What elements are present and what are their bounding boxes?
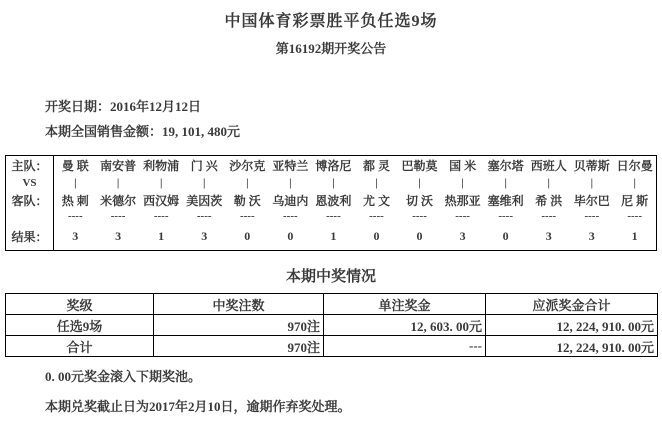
vs-bar-cell: | bbox=[332, 177, 335, 190]
prize-table-row bbox=[6, 315, 658, 336]
dash-separator-cell: ---- bbox=[627, 210, 642, 223]
match-result-cell: 0 bbox=[287, 228, 294, 243]
dash-separator-cell: ---- bbox=[153, 210, 169, 223]
deadline-note: 本期兑奖截止日为2017年2月10日，逾期作弃奖处理。 bbox=[45, 399, 351, 414]
away-team-cell: 尤 文 bbox=[362, 193, 390, 208]
match-row-home bbox=[6, 156, 657, 176]
vs-bar-cell: | bbox=[461, 177, 464, 190]
away-team-cell: 乌迪内 bbox=[272, 193, 309, 208]
prize-level-cell: 任选9场 bbox=[6, 315, 154, 336]
vs-bar-cell: | bbox=[418, 177, 421, 190]
match-row-vs bbox=[6, 176, 657, 191]
prize-col-header: 奖级 bbox=[6, 294, 154, 315]
match-result-cell: 1 bbox=[158, 228, 165, 243]
home-team-cell: 西班人 bbox=[530, 159, 567, 174]
vs-bar-cell: | bbox=[633, 177, 636, 190]
home-row-label: 主队： bbox=[6, 156, 54, 176]
prize-table bbox=[5, 293, 658, 357]
vs-bar-cell: | bbox=[74, 177, 77, 190]
draw-date-value: 2016年12月12日 bbox=[110, 99, 202, 114]
away-team-cell: 米德尔 bbox=[100, 193, 137, 208]
home-team-cell: 都 灵 bbox=[362, 159, 390, 174]
match-row-result bbox=[6, 222, 657, 250]
dash-separator-cell: ---- bbox=[110, 210, 126, 223]
dash-separator-cell: ---- bbox=[326, 210, 341, 223]
home-team-cell: 贝蒂斯 bbox=[573, 159, 610, 174]
prize-count-cell: 970注 bbox=[154, 315, 324, 336]
vs-bar-cell: | bbox=[289, 177, 292, 190]
away-team-cell: 恩波利 bbox=[315, 193, 352, 208]
away-team-cell: 西汉姆 bbox=[143, 193, 180, 208]
rollover-note: 0. 00元奖金滚入下期奖池。 bbox=[45, 369, 202, 384]
dash-separator-cell: ---- bbox=[498, 210, 513, 223]
prize-col-header: 应派奖金合计 bbox=[486, 294, 658, 315]
prize-col-header: 单注奖金 bbox=[324, 294, 486, 315]
draw-date-line bbox=[45, 96, 201, 115]
match-result-cell: 1 bbox=[330, 228, 337, 243]
match-row-dash bbox=[6, 210, 657, 222]
home-team-cell: 沙尔克 bbox=[229, 159, 266, 174]
home-team-cell: 塞尔塔 bbox=[487, 159, 524, 174]
vs-bar-cell: | bbox=[375, 177, 378, 190]
dash-separator-cell: ---- bbox=[67, 210, 83, 223]
match-row-away bbox=[6, 191, 657, 210]
match-result-cell: 3 bbox=[459, 228, 466, 243]
vs-bar-cell: | bbox=[246, 177, 249, 190]
match-results-table bbox=[5, 155, 657, 251]
sales-line bbox=[45, 121, 240, 140]
away-team-cell: 切 沃 bbox=[406, 193, 434, 208]
page-subtitle: 第16192期开奖公告 bbox=[275, 41, 387, 56]
match-result-cell: 3 bbox=[588, 228, 595, 243]
match-result-cell: 3 bbox=[545, 228, 552, 243]
prize-table-header-row bbox=[6, 294, 658, 315]
prize-single-amount-cell: --- bbox=[324, 336, 486, 357]
match-result-cell: 3 bbox=[72, 228, 79, 243]
match-result-cell: 0 bbox=[502, 228, 509, 243]
home-team-cell: 国 米 bbox=[449, 159, 477, 174]
away-team-cell: 热 刺 bbox=[61, 193, 89, 208]
dash-separator-cell: ---- bbox=[196, 210, 212, 223]
page-title: 中国体育彩票胜平负任选9场 bbox=[224, 13, 438, 30]
dash-separator-cell: ---- bbox=[541, 210, 557, 223]
home-team-cell: 利物浦 bbox=[143, 159, 180, 174]
home-team-cell: 日尔曼 bbox=[616, 159, 653, 174]
prize-table-row bbox=[6, 336, 658, 357]
away-team-cell: 美因茨 bbox=[186, 193, 223, 208]
match-result-cell: 0 bbox=[373, 228, 380, 243]
prize-level-cell: 合计 bbox=[6, 336, 154, 357]
away-team-cell: 勒 沃 bbox=[233, 193, 261, 208]
away-row-label: 客队： bbox=[6, 191, 54, 210]
sales-label: 本期全国销售金额： bbox=[45, 124, 163, 139]
away-team-cell: 毕尔巴 bbox=[573, 193, 610, 208]
away-team-cell: 希 洪 bbox=[535, 193, 563, 208]
prize-single-amount-cell: 12, 603. 00元 bbox=[324, 315, 486, 336]
match-result-cell: 1 bbox=[631, 228, 638, 243]
vs-row-label: VS bbox=[6, 176, 54, 191]
vs-bar-cell: | bbox=[547, 177, 550, 190]
dash-separator-cell: ---- bbox=[283, 210, 298, 223]
match-result-cell: 0 bbox=[416, 228, 423, 243]
draw-date-label: 开奖日期： bbox=[45, 99, 111, 114]
prize-total-amount-cell: 12, 224, 910. 00元 bbox=[486, 315, 658, 336]
match-result-cell: 0 bbox=[244, 228, 251, 243]
prize-total-amount-cell: 12, 224, 910. 00元 bbox=[486, 336, 658, 357]
match-result-cell: 3 bbox=[115, 228, 122, 243]
dash-separator-cell: ---- bbox=[412, 210, 427, 223]
home-team-cell: 门 兴 bbox=[190, 159, 218, 174]
match-result-cell: 3 bbox=[201, 228, 208, 243]
dash-separator-cell: ---- bbox=[239, 210, 255, 223]
dash-separator-cell: ---- bbox=[369, 210, 384, 223]
vs-bar-cell: | bbox=[159, 177, 163, 190]
prize-section-heading: 本期中奖情况 bbox=[285, 269, 376, 285]
home-team-cell: 博洛尼 bbox=[315, 159, 352, 174]
home-team-cell: 亚特兰 bbox=[272, 159, 309, 174]
away-team-cell: 热那亚 bbox=[444, 193, 481, 208]
home-team-cell: 巴勒莫 bbox=[401, 159, 438, 174]
away-team-cell: 尼 斯 bbox=[621, 193, 649, 208]
dash-row-label bbox=[6, 210, 54, 222]
dash-separator-cell: ---- bbox=[455, 210, 470, 223]
home-team-cell: 南安普 bbox=[100, 159, 137, 174]
prize-count-cell: 970注 bbox=[154, 336, 324, 357]
result-row-label: 结果： bbox=[6, 222, 54, 250]
away-team-cell: 塞维利 bbox=[487, 193, 524, 208]
vs-bar-cell: | bbox=[116, 177, 120, 190]
vs-bar-cell: | bbox=[504, 177, 507, 190]
sales-value: 19, 101, 480元 bbox=[162, 124, 241, 139]
vs-bar-cell: | bbox=[590, 177, 593, 190]
prize-col-header: 中奖注数 bbox=[154, 294, 324, 315]
vs-bar-cell: | bbox=[203, 177, 206, 190]
home-team-cell: 曼 联 bbox=[61, 159, 89, 174]
dash-separator-cell: ---- bbox=[584, 210, 600, 223]
